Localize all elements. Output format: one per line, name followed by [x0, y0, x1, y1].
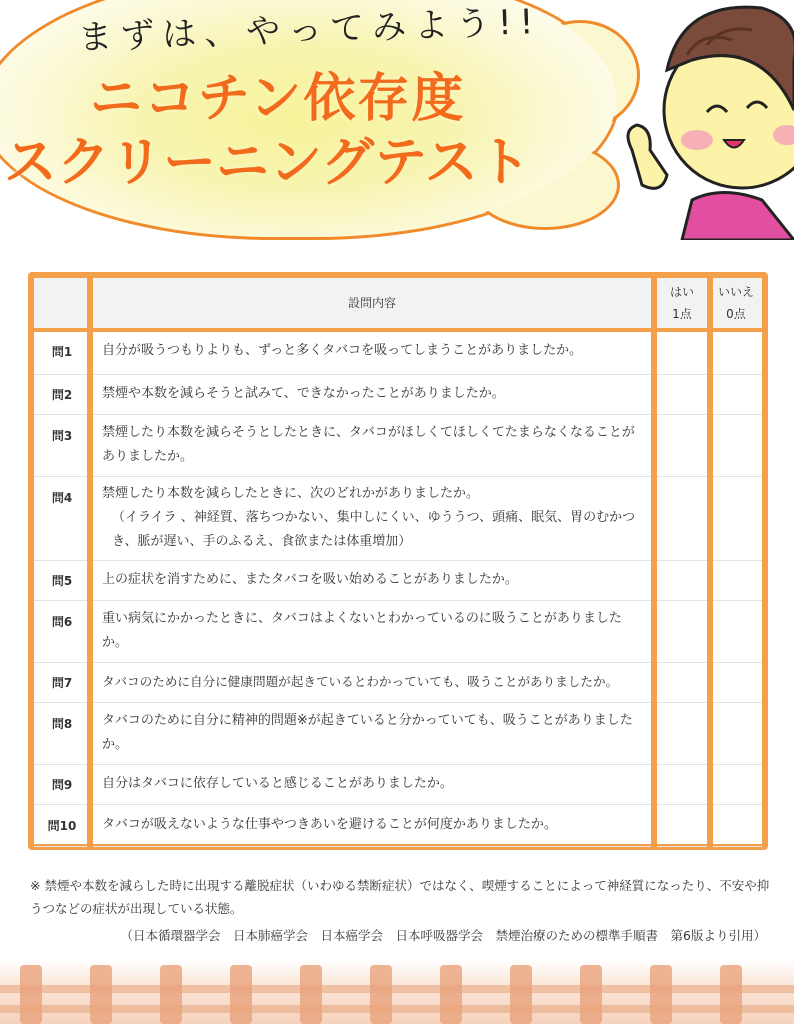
question-number: 問7	[34, 662, 90, 702]
question-number: 問3	[34, 414, 90, 476]
header-yes-label: はい	[669, 284, 694, 299]
header-no	[710, 278, 762, 328]
smiling-woman-illustration	[612, 0, 794, 240]
question-number: 問9	[34, 764, 90, 804]
fence-post	[580, 965, 602, 1024]
question-number: 問8	[34, 702, 90, 764]
footnote: ※ 禁煙や本数を減らした時に出現する離脱症状（いわゆる禁断症状）ではなく、喫煙することによって神経質になったり、不安や抑うつなどの症状が出現している状態。	[30, 878, 770, 916]
answer-yes-cell[interactable]	[654, 560, 710, 600]
fence-post	[20, 965, 42, 1024]
question-text: 自分が吸うつもりよりも、ずっと多くタバコを吸ってしまうことがありましたか。	[90, 328, 654, 374]
answer-yes-cell[interactable]	[654, 662, 710, 702]
fence-post	[650, 965, 672, 1024]
fence-post	[230, 965, 252, 1024]
header-no-points: 0点	[726, 306, 746, 321]
fence-rail	[0, 1005, 794, 1013]
column-divider	[87, 272, 93, 850]
question-text	[90, 476, 654, 560]
fence-post	[370, 965, 392, 1024]
subtitle: まずは、やってみよう!!	[77, 1, 542, 59]
fence-post	[160, 965, 182, 1024]
fence-post	[440, 965, 462, 1024]
header-question: 設問内容	[90, 278, 654, 328]
answer-no-cell[interactable]	[710, 764, 762, 804]
fence-post	[510, 965, 532, 1024]
question-text-detail: （イライラ 、神経質、落ちつかない、集中しにくい、ゆううつ、頭痛、眠気、胃のむかつき、脈が遅い、手のふるえ、食欲または体重増加）	[112, 510, 636, 549]
answer-no-cell[interactable]	[710, 662, 762, 702]
answer-yes-cell[interactable]	[654, 764, 710, 804]
question-text: 上の症状を消すために、またタバコを吸い始めることがありましたか。	[90, 560, 654, 600]
column-divider	[651, 272, 657, 850]
answer-yes-cell[interactable]	[654, 600, 710, 662]
answer-yes-cell[interactable]	[654, 414, 710, 476]
answer-yes-cell[interactable]	[654, 374, 710, 414]
question-text: タバコのために自分に精神的問題※が起きていると分かっていても、吸うことがありましたか。	[90, 702, 654, 764]
fence-post	[300, 965, 322, 1024]
question-text-main: 禁煙したり本数を減らしたときに、次のどれかがありましたか。	[102, 486, 480, 501]
question-number: 問10	[34, 804, 90, 846]
header-yes	[654, 278, 710, 328]
question-number: 問1	[34, 328, 90, 374]
question-text: 重い病気にかかったときに、タバコはよくないとわかっているのに吸うことがありましたか。	[90, 600, 654, 662]
column-divider	[707, 272, 713, 850]
header-divider	[28, 328, 768, 332]
page-title-line2: スクリーニングテスト	[4, 132, 531, 193]
question-number: 問6	[34, 600, 90, 662]
question-text: 禁煙したり本数を減らそうとしたときに、タバコがほしくてほしくてたまらなくなることがありましたか。	[90, 414, 654, 476]
question-text: タバコが吸えないような仕事やつきあいを避けることが何度かありましたか。	[90, 804, 654, 846]
citation: （日本循環器学会 日本肺癌学会 日本癌学会 日本呼吸器学会 禁煙治療のための標準手順書 第6版より引用）	[120, 928, 766, 943]
question-number: 問2	[34, 374, 90, 414]
question-text: 自分はタバコに依存していると感じることがありましたか。	[90, 764, 654, 804]
header-no-label: いいえ	[717, 284, 754, 299]
answer-no-cell[interactable]	[710, 560, 762, 600]
answer-no-cell[interactable]	[710, 600, 762, 662]
header-num	[34, 278, 90, 328]
header	[0, 0, 794, 250]
question-number: 問4	[34, 476, 90, 560]
question-text: 禁煙や本数を減らそうと試みて、できなかったことがありましたか。	[90, 374, 654, 414]
answer-yes-cell[interactable]	[654, 804, 710, 846]
header-yes-points: 1点	[672, 306, 692, 321]
answer-yes-cell[interactable]	[654, 702, 710, 764]
question-number: 問5	[34, 560, 90, 600]
answer-no-cell[interactable]	[710, 374, 762, 414]
answer-no-cell[interactable]	[710, 702, 762, 764]
fence-rail	[0, 985, 794, 993]
answer-no-cell[interactable]	[710, 328, 762, 374]
fence-post	[90, 965, 112, 1024]
question-text: タバコのために自分に健康問題が起きているとわかっていても、吸うことがありましたか。	[90, 662, 654, 702]
answer-yes-cell[interactable]	[654, 328, 710, 374]
page-title-line1: ニコチン依存度	[90, 69, 466, 129]
answer-yes-cell[interactable]	[654, 476, 710, 560]
answer-no-cell[interactable]	[710, 414, 762, 476]
fence-post	[720, 965, 742, 1024]
answer-no-cell[interactable]	[710, 476, 762, 560]
answer-no-cell[interactable]	[710, 804, 762, 846]
